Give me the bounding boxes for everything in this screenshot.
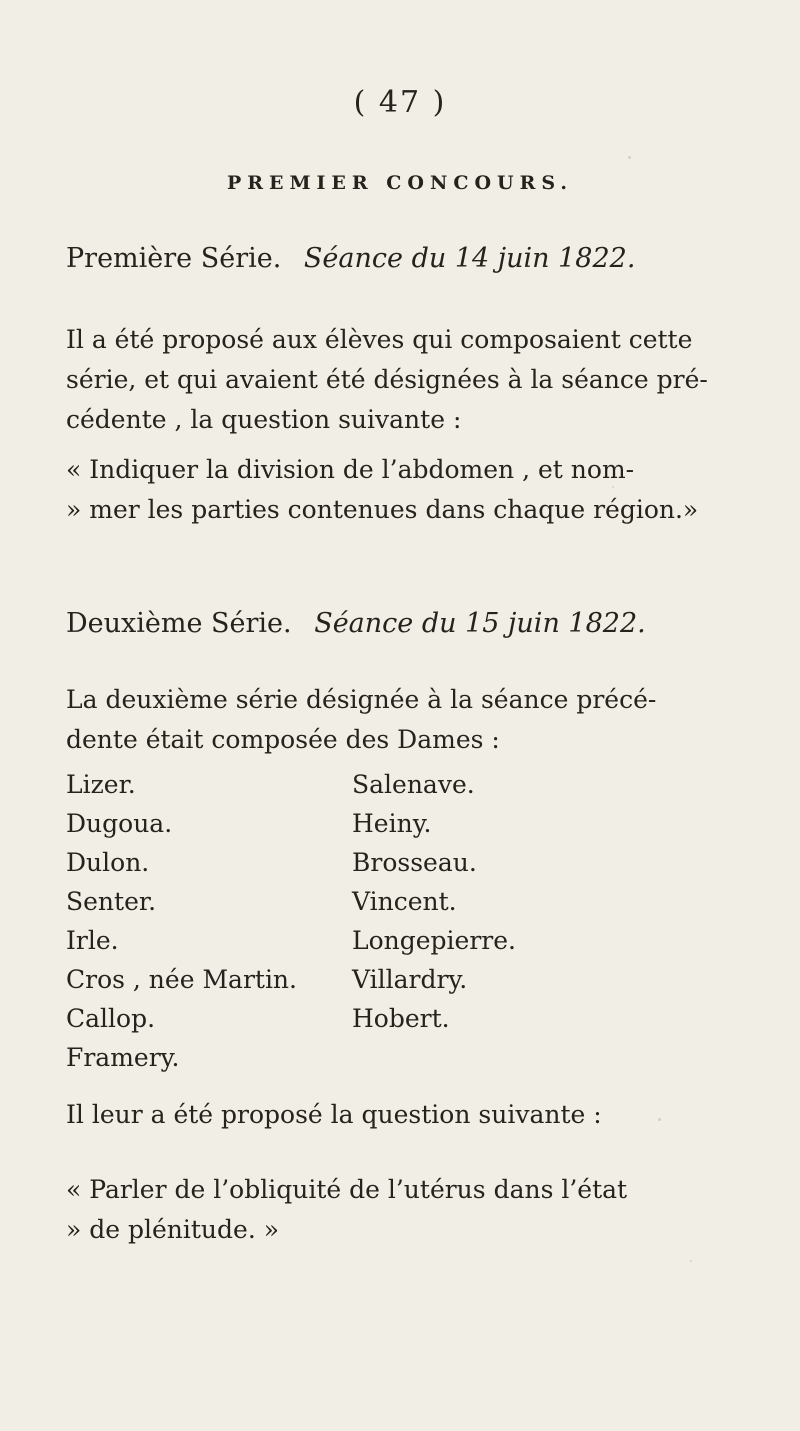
paragraph-line: série, et qui avaient été désignées à la séance pré-: [66, 365, 708, 394]
name-entry: Dulon.: [66, 848, 150, 877]
name-entry: Brosseau.: [352, 848, 477, 877]
series-1-question: [66, 450, 746, 530]
name-entry: Callop.: [66, 1004, 156, 1033]
series-1-seance: Séance du 14 juin 1822.: [303, 243, 636, 274]
series-2-proposal: [66, 1095, 746, 1135]
names-column-right: [352, 765, 516, 1038]
names-column-left: [66, 765, 297, 1077]
paper-speckle: [658, 1118, 661, 1121]
name-entry: Villardry.: [352, 965, 468, 994]
name-entry: Vincent.: [352, 887, 457, 916]
proposal-line: Il leur a été proposé la question suivante :: [66, 1100, 602, 1129]
paragraph-line: Il a été proposé aux élèves qui composaient cette: [66, 325, 693, 354]
name-entry: Dugoua.: [66, 809, 173, 838]
name-entry: Heiny.: [352, 809, 432, 838]
series-1-paragraph: [66, 320, 756, 440]
intro-line: La deuxième série désignée à la séance précé-: [66, 685, 657, 714]
name-entry: Hobert.: [352, 1004, 450, 1033]
name-entry: Senter.: [66, 887, 157, 916]
question-line: » de plénitude. »: [66, 1215, 280, 1244]
intro-line: dente était composée des Dames :: [66, 725, 500, 754]
page-number: ( 47 ): [353, 85, 447, 120]
series-2-heading: [66, 608, 646, 639]
question-line: » mer les parties contenues dans chaque région.»: [66, 495, 699, 524]
name-entry: Lizer.: [66, 770, 136, 799]
paragraph-line: cédente , la question suivante :: [66, 405, 462, 434]
question-line: « Parler de l’obliquité de l’utérus dans l’état: [66, 1175, 628, 1204]
name-entry: Framery.: [66, 1043, 180, 1072]
name-entry: Irle.: [66, 926, 119, 955]
series-2-seance: Séance du 15 juin 1822.: [314, 608, 646, 639]
name-entry: Salenave.: [352, 770, 475, 799]
series-2-label: Deuxième Série.: [66, 608, 292, 639]
paper-speckle: [628, 156, 631, 159]
name-entry: Longepierre.: [352, 926, 516, 955]
section-title: PREMIER CONCOURS.: [226, 172, 574, 194]
paper-speckle: [690, 1260, 692, 1262]
question-line: « Indiquer la division de l’abdomen , et nom-: [66, 455, 635, 484]
series-2-intro: [66, 680, 746, 760]
series-1-label: Première Série.: [66, 243, 282, 274]
name-entry: Cros , née Martin.: [66, 965, 297, 994]
series-2-question: [66, 1170, 746, 1250]
paper-speckle: [612, 486, 614, 488]
series-1-heading: [66, 243, 635, 274]
